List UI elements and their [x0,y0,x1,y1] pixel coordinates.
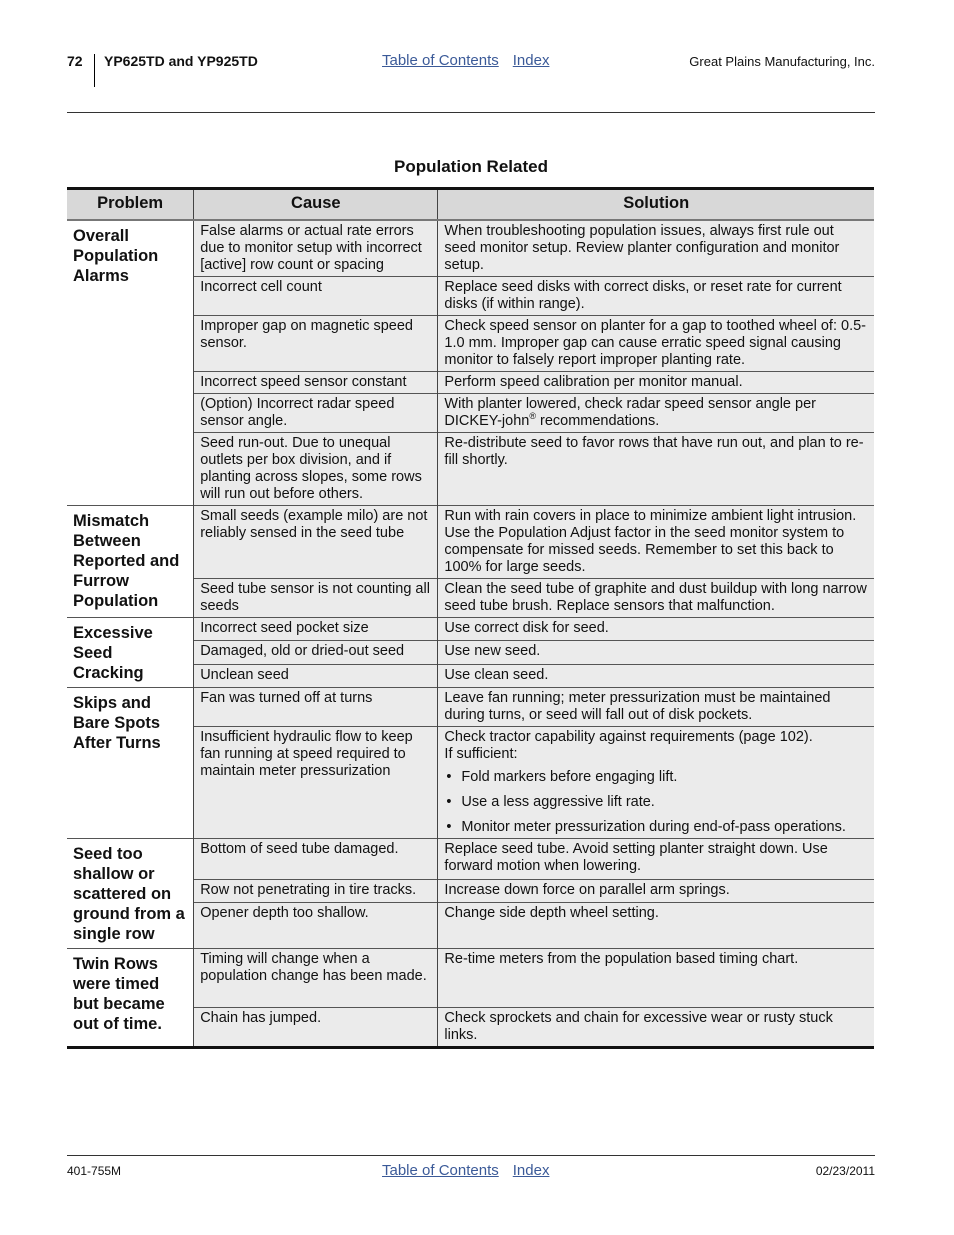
index-link[interactable]: Index [512,52,550,69]
table-row [67,688,874,727]
solution-text: Check tractor capability against requirements (page 102). [444,729,813,745]
problem-cell: Skips and Bare Spots After Turns [67,688,194,839]
cause-cell: Row not penetrating in tire tracks. [194,879,438,902]
cause-cell: Seed run-out. Due to unequal outlets per box division, and if planting across slopes, some rows will run out before others. [194,433,438,506]
cause-cell: Incorrect cell count [194,277,438,316]
cause-cell: Unclean seed [194,664,438,687]
cause-cell: False alarms or actual rate errors due to monitor setup with incorrect [active] row count or spacing [194,220,438,277]
page-number: 72 [67,53,83,69]
solution-cell: Perform speed calibration per monitor manual. [438,372,874,394]
list-item: • Monitor meter pressurization during end-of-pass operations. [461,819,868,836]
solution-cell: Check speed sensor on planter for a gap to toothed wheel of: 0.5-1.0 mm. Improper gap can cause erratic speed signal causing monitor to falsely report improper planting rate. [438,316,874,372]
solution-text-after: recommendations. [535,413,660,429]
cause-cell: Timing will change when a population change has been made. [194,949,438,1008]
cause-cell: Damaged, old or dried-out seed [194,641,438,664]
table-header-row [67,189,874,221]
revision-date: 02/23/2011 [815,1164,875,1178]
column-header-cause: Cause [194,189,438,221]
solution-cell: Use new seed. [438,641,874,664]
document-number: 401-755M [67,1164,122,1178]
footer-nav [382,1162,549,1179]
list-item: • Use a less aggressive lift rate. [461,794,868,811]
toc-link[interactable]: Table of Contents [382,1162,499,1179]
solution-cell: Replace seed disks with correct disks, or reset rate for current disks (if within range). [438,277,874,316]
cause-cell: (Option) Incorrect radar speed sensor angle. [194,394,438,433]
cause-cell: Seed tube sensor is not counting all seeds [194,579,438,618]
cause-cell: Improper gap on magnetic speed sensor. [194,316,438,372]
problem-cell: Mismatch Between Reported and Furrow Population [67,506,194,618]
table-row [67,506,874,579]
section-title: Population Related [394,157,548,176]
solution-cell [438,727,874,839]
cause-cell: Chain has jumped. [194,1008,438,1048]
cause-cell: Opener depth too shallow. [194,903,438,949]
table-row [67,618,874,641]
troubleshooting-table [67,187,874,1049]
toc-link[interactable]: Table of Contents [382,52,499,69]
problem-cell: Twin Rows were timed but became out of time. [67,949,194,1048]
table-row [67,220,874,277]
column-header-problem: Problem [67,189,194,221]
problem-cell: Overall Population Alarms [67,220,194,506]
table-row [67,949,874,1008]
solution-text-line2: If sufficient: [444,746,518,762]
solution-cell: Re-distribute seed to favor rows that have run out, and plan to re-fill shortly. [438,433,874,506]
cause-cell: Insufficient hydraulic flow to keep fan running at speed required to maintain meter pressurization [194,727,438,839]
cause-cell: Fan was turned off at turns [194,688,438,727]
solution-cell: Check sprockets and chain for excessive wear or rusty stuck links. [438,1008,874,1048]
solution-cell: Change side depth wheel setting. [438,903,874,949]
solution-cell: Run with rain covers in place to minimize ambient light intrusion. Use the Population Adjust factor in the seed monitor system to compensate for missed seeds. Remember to set this back to 100% for large seeds. [438,506,874,579]
solution-cell: Leave fan running; meter pressurization must be maintained during turns, or seed will fall out of disk pockets. [438,688,874,727]
solution-cell: Replace seed tube. Avoid setting planter straight down. Use forward motion when lowering. [438,839,874,880]
cause-cell: Incorrect speed sensor constant [194,372,438,394]
solution-cell: Use clean seed. [438,664,874,687]
footer-rule [67,1155,875,1156]
column-header-solution: Solution [438,189,874,221]
solution-cell: When troubleshooting population issues, always first rule out seed monitor setup. Review planter configuration and monitor setup. [438,220,874,277]
cause-cell: Small seeds (example milo) are not reliably sensed in the seed tube [194,506,438,579]
solution-cell: Clean the seed tube of graphite and dust buildup with long narrow seed tube brush. Replace sensors that malfunction. [438,579,874,618]
solution-cell: Re-time meters from the population based timing chart. [438,949,874,1008]
cause-cell: Incorrect seed pocket size [194,618,438,641]
cause-cell: Bottom of seed tube damaged. [194,839,438,880]
solution-cell: Use correct disk for seed. [438,618,874,641]
solution-cell: Increase down force on parallel arm springs. [438,879,874,902]
header-divider [94,54,95,87]
solution-text: With planter lowered, check radar speed sensor angle per DICKEY-john [444,396,816,429]
company-name: Great Plains Manufacturing, Inc. [689,54,875,69]
header-nav [382,52,549,69]
problem-cell: Seed too shallow or scattered on ground from a single row [67,839,194,949]
table-row [67,839,874,880]
index-link[interactable]: Index [512,1162,550,1179]
registered-mark: ® [529,411,536,422]
list-item: • Fold markers before engaging lift. [461,769,868,786]
problem-cell: Excessive Seed Cracking [67,618,194,688]
manual-model-title: YP625TD and YP925TD [104,53,258,69]
solution-bullet-list [444,769,868,836]
solution-cell [438,394,874,433]
header-rule [67,112,875,113]
